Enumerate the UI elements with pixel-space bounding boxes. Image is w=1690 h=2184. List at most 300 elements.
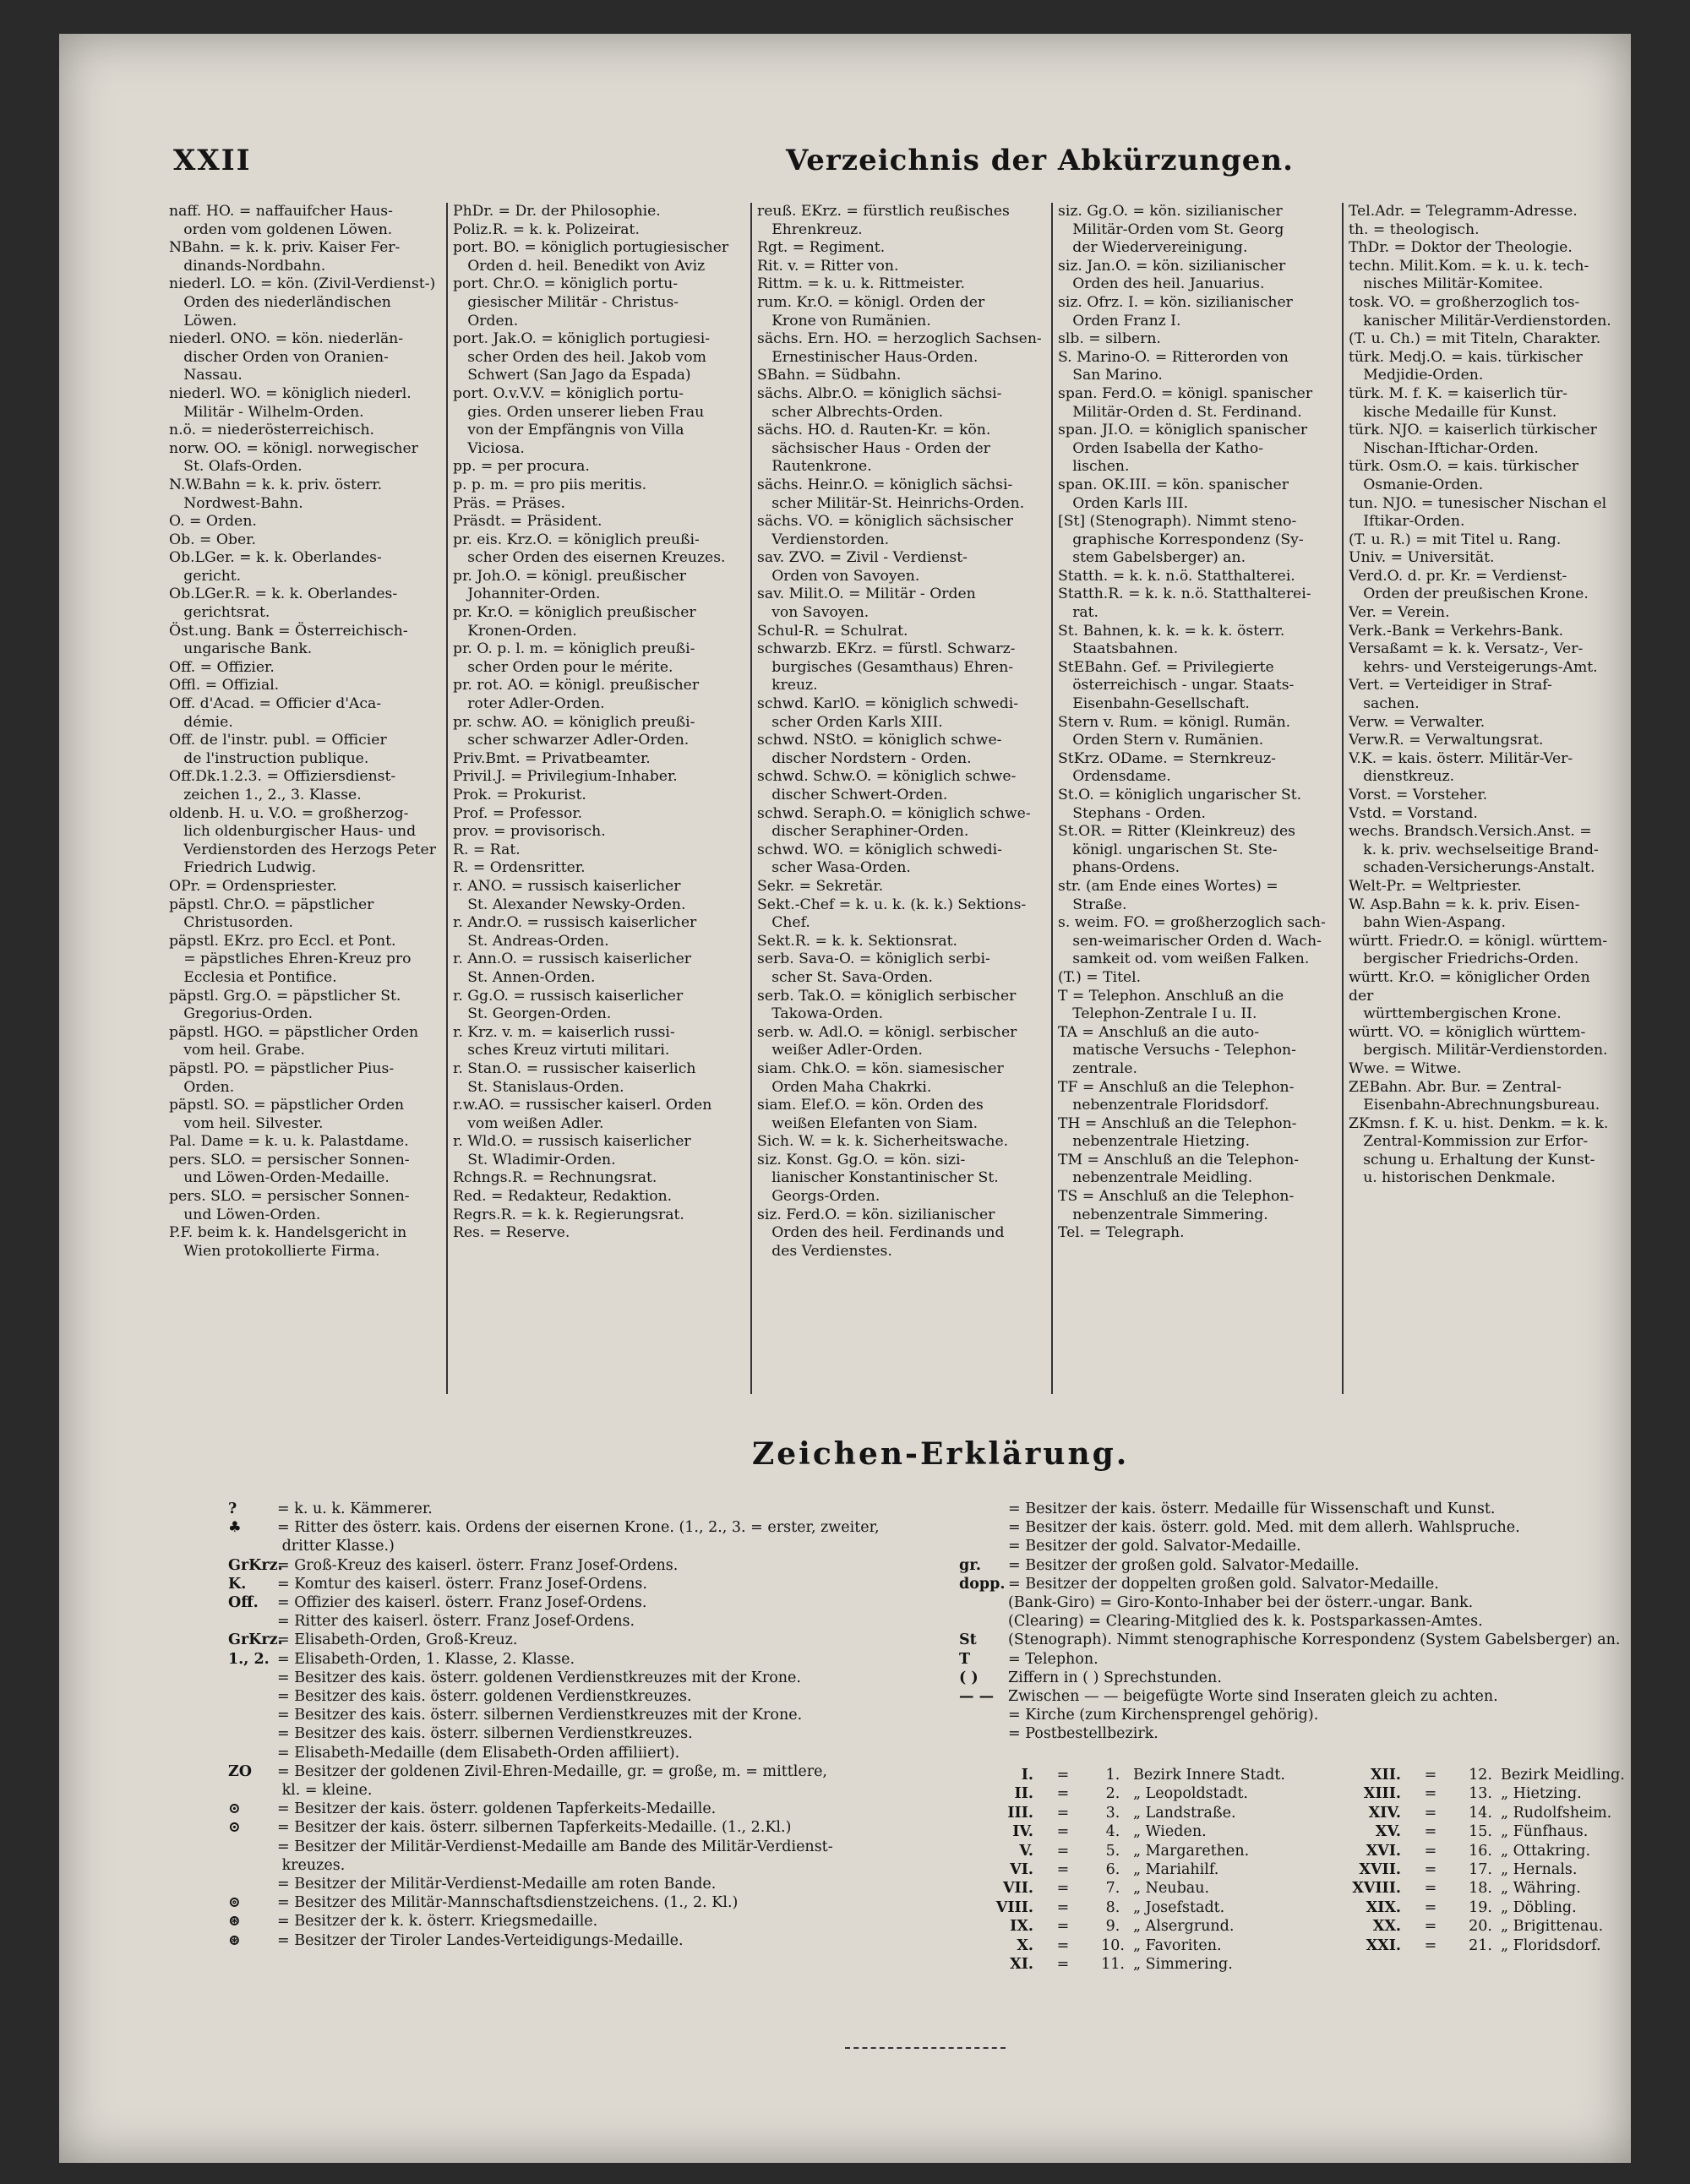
abbreviation-line: Chef. — [757, 914, 810, 932]
district-roman-numeral: XII. — [1370, 1767, 1401, 1784]
district-row — [1335, 1784, 1625, 1803]
abbreviation-line: scher Albrechts-Orden. — [757, 403, 944, 421]
abbreviation-line: tun. NJO. = tunesischer Nischan el — [1349, 494, 1607, 512]
district-dash: = — [1424, 1767, 1437, 1784]
legend-item — [959, 1669, 1631, 1687]
district-name: „ Mariahilf. — [1133, 1861, 1219, 1879]
abbreviation-line: St. Stanislaus-Orden. — [453, 1078, 624, 1096]
abbreviation-line: (T. u. R.) = mit Titel u. Rang. — [1349, 531, 1562, 548]
district-name: „ Ottakring. — [1501, 1842, 1591, 1860]
abbreviation-line: Red. = Redakteur, Redaktion. — [453, 1188, 673, 1206]
abbreviation-line: türk. Osm.O. = kais. türkischer — [1349, 458, 1578, 476]
district-row — [968, 1898, 1285, 1917]
legend-item — [228, 1912, 955, 1931]
legend-item — [959, 1593, 1631, 1612]
legend-text: = Besitzer der großen gold. Salvator-Medaille. — [1008, 1556, 1360, 1574]
abbreviation-line: Schwert (San Jago da Espada) — [453, 367, 691, 384]
abbreviation-line: wechs. Brandsch.Versich.Anst. = — [1349, 823, 1592, 841]
abbreviation-line: Verw. = Verwalter. — [1349, 713, 1486, 731]
abbreviation-line: Rchngs.R. = Rechnungsrat. — [453, 1169, 657, 1187]
district-row — [1335, 1766, 1625, 1784]
footer-rule — [845, 2047, 1006, 2049]
district-dash: = — [1056, 1956, 1070, 1974]
abbreviation-line: reuß. EKrz. = fürstlich reußisches — [757, 203, 1010, 220]
legend-item — [959, 1575, 1631, 1593]
abbreviation-line: pr. rot. AO. = königl. preußischer — [453, 677, 700, 694]
abbreviation-line: Krone von Rumänien. — [757, 312, 931, 330]
abbreviation-line: r. Wld.O. = russisch kaiserlicher — [453, 1133, 691, 1151]
abbreviation-line: pr. eis. Krz.O. = königlich preußi- — [453, 531, 700, 548]
legend-item — [228, 1838, 955, 1856]
legend-item — [228, 1687, 955, 1706]
district-dash: = — [1056, 1861, 1070, 1879]
abbreviation-line: lischen. — [1058, 458, 1130, 476]
abbreviation-line: scher Wasa-Orden. — [757, 859, 911, 877]
abbreviation-line: schwd. Schw.O. = königlich schwe- — [757, 768, 1017, 786]
abbreviation-line: Staatsbahnen. — [1058, 640, 1179, 658]
abbreviation-line: St. Wladimir-Orden. — [453, 1151, 616, 1168]
abbreviation-line: weißer Adler-Orden. — [757, 1042, 924, 1059]
legend-item — [959, 1724, 1631, 1743]
legend-item — [228, 1537, 955, 1555]
district-row — [968, 1804, 1285, 1822]
abbreviation-line: päpstl. EKrz. pro Eccl. et Pont. — [169, 932, 396, 950]
abbreviation-line: sav. ZVO. = Zivil - Verdienst- — [757, 549, 968, 567]
page-number: XXII — [173, 144, 252, 177]
district-number: 11. — [1101, 1956, 1125, 1974]
legend-symbol: T — [959, 1650, 971, 1668]
abbreviation-line: ungarische Bank. — [169, 640, 313, 658]
district-dash: = — [1056, 1898, 1070, 1916]
abbreviation-line: scher Orden pour le mérite. — [453, 658, 673, 676]
abbreviation-line: Versaßamt = k. k. Versatz-, Ver- — [1349, 640, 1584, 658]
abbreviation-line: rum. Kr.O. = königl. Orden der — [757, 293, 985, 311]
abbreviation-line: Kronen-Orden. — [453, 622, 577, 640]
abbreviation-line: württembergischen Krone. — [1349, 1005, 1562, 1023]
abbreviation-line: türk. Medj.O. = kais. türkischer — [1349, 348, 1583, 366]
abbreviation-line: tosk. VO. = großherzoglich tos- — [1349, 293, 1580, 311]
abbreviation-line: niederl. WO. = königlich niederl. — [169, 384, 412, 402]
legend-text: = Telephon. — [1008, 1650, 1098, 1668]
abbreviation-line: V.K. = kais. österr. Militär-Ver- — [1349, 749, 1573, 767]
abbreviation-line: Stephans - Orden. — [1058, 804, 1206, 822]
legend-text: = Besitzer der kais. österr. goldenen Tapferkeits-Medaille. — [277, 1800, 717, 1818]
legend-text: = Offizier des kaiserl. österr. Franz Josef-Ordens. — [277, 1594, 647, 1612]
abbreviation-line: sächs. Albr.O. = königlich sächsi- — [757, 384, 1002, 402]
abbreviation-line: Poliz.R. = k. k. Polizeirat. — [453, 221, 640, 238]
legend-symbol: gr. — [959, 1556, 981, 1574]
abbreviation-line: r. Krz. v. m. = kaiserlich russi- — [453, 1023, 675, 1041]
abbreviation-line: St. Georgen-Orden. — [453, 1005, 612, 1023]
abbreviation-line: kehrs- und Versteigerungs-Amt. — [1349, 658, 1598, 676]
abbreviation-line: Öst.ung. Bank = Österreichisch- — [169, 622, 408, 640]
district-dash: = — [1424, 1785, 1437, 1803]
abbreviation-line: päpstl. Grg.O. = päpstlicher St. — [169, 987, 401, 1005]
abbreviation-line: Orden. — [169, 1078, 235, 1096]
book-page — [59, 34, 1631, 2163]
legend-item — [959, 1687, 1631, 1706]
abbreviation-line: niederl. ONO. = kön. niederlän- — [169, 330, 404, 348]
abbreviation-line: prov. = provisorisch. — [453, 823, 606, 841]
legend-item — [228, 1818, 955, 1837]
district-name: „ Floridsdorf. — [1501, 1936, 1601, 1954]
abbreviation-line: Orden des heil. Januarius. — [1058, 275, 1265, 293]
abbreviation-line: Militär - Wilhelm-Orden. — [169, 403, 364, 421]
abbreviation-line: r. ANO. = russisch kaiserlicher — [453, 877, 681, 895]
district-roman-numeral: XI. — [1010, 1956, 1033, 1974]
abbreviation-line: Orden der preußischen Krone. — [1349, 585, 1589, 603]
legend-text: = Elisabeth-Orden, 1. Klasse, 2. Klasse. — [277, 1650, 575, 1668]
legend-item — [228, 1800, 955, 1818]
abbreviation-line: naff. HO. = naffauifcher Haus- — [169, 203, 393, 220]
abbreviation-line: Eisenbahn-Abrechnungsbureau. — [1349, 1097, 1600, 1114]
abbreviation-line: burgisches (Gesamthaus) Ehren- — [757, 658, 1014, 676]
abbreviation-line: N.W.Bahn = k. k. priv. österr. — [169, 476, 383, 493]
district-dash: = — [1424, 1861, 1437, 1879]
district-row — [968, 1842, 1285, 1860]
legend-text: = Postbestellbezirk. — [1008, 1725, 1158, 1743]
abbreviation-line: siz. Konst. Gg.O. = kön. sizi- — [757, 1151, 966, 1168]
district-dash: = — [1056, 1918, 1070, 1936]
abbreviation-line: vom heil. Silvester. — [169, 1114, 324, 1132]
legend-text: (Bank-Giro) = Giro-Konto-Inhaber bei der österr.-ungar. Bank. — [1008, 1594, 1474, 1612]
abbreviation-line: schung u. Erhaltung der Kunst- — [1349, 1151, 1595, 1168]
abbreviation-line: St. Alexander Newsky-Orden. — [453, 896, 686, 913]
abbreviation-line: schwd. NStO. = königlich schwe- — [757, 732, 1002, 749]
abbreviation-line: nisches Militär-Komitee. — [1349, 275, 1544, 293]
abbreviation-line: pr. Joh.O. = königl. preußischer — [453, 567, 686, 585]
abbreviation-line: Präs. = Präses. — [453, 494, 565, 512]
legend-symbol: ( ) — [959, 1669, 979, 1686]
abbreviation-line: württ. Kr.O. = königlicher Orden der — [1349, 968, 1590, 1005]
district-name: Bezirk Innere Stadt. — [1133, 1767, 1285, 1784]
legend-symbol: ? — [228, 1500, 237, 1517]
district-name: „ Brigittenau. — [1501, 1918, 1604, 1936]
legend-item — [228, 1781, 955, 1800]
district-name: „ Wieden. — [1133, 1823, 1207, 1841]
district-list-left — [968, 1766, 1285, 1974]
district-roman-numeral: XIV. — [1368, 1804, 1401, 1822]
legend-item — [228, 1744, 955, 1762]
abbreviation-line: r. Gg.O. = russisch kaiserlicher — [453, 987, 684, 1005]
district-dash: = — [1424, 1898, 1437, 1916]
abbreviation-line: Orden von Savoyen. — [757, 567, 920, 585]
district-roman-numeral: XX. — [1372, 1918, 1401, 1936]
abbreviation-line: Verk.-Bank = Verkehrs-Bank. — [1349, 622, 1564, 640]
abbreviation-line: türk. NJO. = kaiserlich türkischer — [1349, 422, 1597, 439]
legend-text: = Besitzer der doppelten großen gold. Salvator-Medaille. — [1008, 1575, 1439, 1593]
district-roman-numeral: I. — [1021, 1767, 1033, 1784]
legend-item — [228, 1500, 955, 1518]
legend-item — [959, 1518, 1631, 1537]
abbreviation-line: päpstl. Chr.O. = päpstlicher — [169, 896, 374, 913]
legend-text: kl. = kleine. — [277, 1782, 373, 1800]
abbreviation-line: des Verdienstes. — [757, 1242, 892, 1260]
abbreviation-line: k. k. priv. wechselseitige Brand- — [1349, 841, 1599, 858]
abbreviation-line: SBahn. = Südbahn. — [757, 367, 902, 384]
district-row — [968, 1955, 1285, 1974]
legend-text: Ziffern in ( ) Sprechstunden. — [1008, 1669, 1222, 1686]
district-roman-numeral: II. — [1014, 1785, 1033, 1803]
district-dash: = — [1424, 1936, 1437, 1954]
abbreviation-line: Ecclesia et Pontifice. — [169, 968, 337, 986]
legend-item — [959, 1650, 1631, 1669]
abbreviation-line: Verdienstorden des Herzogs Peter — [169, 841, 436, 858]
abbreviation-line: gies. Orden unserer lieben Frau — [453, 403, 705, 421]
abbreviation-line: Orden des heil. Ferdinands und — [757, 1224, 1005, 1242]
district-name: „ Neubau. — [1133, 1880, 1210, 1898]
legend-symbol: ZO — [228, 1762, 253, 1780]
abbreviation-line: span. JI.O. = königlich spanischer — [1058, 422, 1308, 439]
abbreviation-line: port. BO. = königlich portugiesischer — [453, 239, 729, 257]
abbreviation-line: St. Andreas-Orden. — [453, 932, 609, 950]
abbreviation-line: ZEBahn. Abr. Bur. = Zentral- — [1349, 1078, 1562, 1096]
abbreviation-line: techn. Milit.Kom. = k. u. k. tech- — [1349, 257, 1589, 275]
district-number: 2. — [1105, 1785, 1120, 1803]
abbreviation-line: Priv.Bmt. = Privatbeamter. — [453, 749, 651, 767]
abbreviation-line: Offl. = Offizial. — [169, 677, 280, 694]
abbreviation-line: r. Stan.O. = russischer kaiserlich — [453, 1059, 696, 1077]
abbreviation-line: bergischer Friedrichs-Orden. — [1349, 950, 1579, 968]
legend-text: (Clearing) = Clearing-Mitglied des k. k. Postsparkassen-Amtes. — [1008, 1613, 1483, 1631]
legend-text: = Besitzer des kais. österr. goldenen Verdienstkreuzes. — [277, 1688, 692, 1706]
abbreviation-line: sachen. — [1349, 695, 1420, 713]
abbreviation-line: serb. w. Adl.O. = königl. serbischer — [757, 1023, 1017, 1041]
district-name: „ Favoriten. — [1133, 1936, 1222, 1954]
district-number: 10. — [1101, 1936, 1125, 1954]
abbreviation-line: lianischer Konstantinischer St. — [757, 1169, 999, 1187]
legend-symbol: ♣ — [228, 1519, 242, 1537]
legend-text: = Elisabeth-Orden, Groß-Kreuz. — [277, 1631, 518, 1649]
district-number: 20. — [1469, 1918, 1492, 1936]
abbreviation-line: nebenzentrale Meidling. — [1058, 1169, 1253, 1187]
abbreviation-line: württ. Friedr.O. = königl. württem- — [1349, 932, 1608, 950]
abbreviation-line: r. Andr.O. = russisch kaiserlicher — [453, 914, 697, 932]
abbreviation-line: St. Olafs-Orden. — [169, 458, 303, 476]
abbreviation-line: pers. SLO. = persischer Sonnen- — [169, 1151, 410, 1168]
abbreviation-line: schwd. Seraph.O. = königlich schwe- — [757, 804, 1031, 822]
district-row — [1335, 1842, 1625, 1860]
abbreviation-line: kische Medaille für Kunst. — [1349, 403, 1557, 421]
abbreviation-line: vom weißen Adler. — [453, 1114, 604, 1132]
abbreviation-line: königl. ungarischen St. Ste- — [1058, 841, 1278, 858]
legend-symbol: K. — [228, 1575, 247, 1593]
abbreviation-line: Statth. = k. k. n.ö. Statthalterei. — [1058, 567, 1295, 585]
district-roman-numeral: III. — [1007, 1804, 1033, 1822]
abbreviation-line: norw. OO. = königl. norwegischer — [169, 439, 418, 457]
legend-text: = Besitzer des Militär-Mannschaftsdienstzeichens. (1., 2. Kl.) — [277, 1894, 739, 1912]
abbreviation-line: (T.) = Titel. — [1058, 968, 1142, 986]
abbreviation-line: schwd. WO. = königlich schwedi- — [757, 841, 1002, 858]
legend-text: = Besitzer der goldenen Zivil-Ehren-Medaille, gr. = große, m. = mittlere, — [277, 1762, 827, 1780]
abbreviation-line: Rittm. = k. u. k. Rittmeister. — [757, 275, 965, 293]
abbreviation-line: P.F. beim k. k. Handelsgericht in — [169, 1224, 407, 1242]
abbreviation-line: roter Adler-Orden. — [453, 695, 605, 713]
abbreviation-column-4 — [1058, 203, 1344, 1394]
legend-right — [959, 1500, 1631, 1744]
legend-item — [959, 1556, 1631, 1575]
abbreviation-line: scher Orden des heil. Jakob vom — [453, 348, 706, 366]
abbreviation-line: Straße. — [1058, 896, 1127, 913]
abbreviation-line: schwarzb. EKrz. = fürstl. Schwarz- — [757, 640, 1016, 658]
page-title: Verzeichnis der Abkürzungen. — [786, 144, 1294, 177]
legend-text: = Besitzer der kais. österr. gold. Med. mit dem allerh. Wahlspruche. — [1008, 1519, 1520, 1537]
abbreviation-column-3 — [757, 203, 1053, 1394]
abbreviation-line: O. = Orden. — [169, 513, 257, 531]
abbreviation-line: PhDr. = Dr. der Philosophie. — [453, 203, 661, 220]
district-number: 4. — [1105, 1823, 1120, 1841]
abbreviation-line: sächs. Heinr.O. = königlich sächsi- — [757, 476, 1013, 493]
abbreviation-line: Ordensdame. — [1058, 768, 1171, 786]
abbreviation-line: österreichisch - ungar. Staats- — [1058, 677, 1295, 694]
district-number: 1. — [1105, 1767, 1120, 1784]
legend-text: = Besitzer des kais. österr. goldenen Verdienstkreuzes mit der Krone. — [277, 1669, 801, 1686]
legend-text: Zwischen — — beigefügte Worte sind Inseraten gleich zu achten. — [1008, 1688, 1498, 1706]
abbreviation-line: Orden Isabella der Katho- — [1058, 439, 1264, 457]
legend-symbol: ⊛ — [228, 1913, 241, 1931]
legend-text: = Besitzer der kais. österr. Medaille für Wissenschaft und Kunst. — [1008, 1500, 1496, 1517]
district-roman-numeral: XVI. — [1366, 1842, 1401, 1860]
abbreviation-line: Christusorden. — [169, 914, 294, 932]
abbreviation-line: Stern v. Rum. = königl. Rumän. — [1058, 713, 1291, 731]
abbreviation-line: nebenzentrale Floridsdorf. — [1058, 1097, 1269, 1114]
district-dash: = — [1056, 1785, 1070, 1803]
legend-text: = Ritter des kaiserl. österr. Franz Josef-Ordens. — [277, 1613, 635, 1631]
legend-item — [959, 1706, 1631, 1724]
abbreviation-line: pers. SLO. = persischer Sonnen- — [169, 1188, 410, 1206]
district-number: 17. — [1469, 1861, 1492, 1879]
abbreviation-line: gerichtsrat. — [169, 604, 270, 622]
abbreviation-line: Sekt.-Chef = k. u. k. (k. k.) Sektions- — [757, 896, 1027, 913]
district-number: 5. — [1105, 1842, 1120, 1860]
abbreviation-line: Sekt.R. = k. k. Sektionsrat. — [757, 932, 957, 950]
abbreviation-line: Rgt. = Regiment. — [757, 239, 886, 257]
abbreviation-line: TF = Anschluß an die Telephon- — [1058, 1078, 1295, 1096]
abbreviation-line: de l'instruction publique. — [169, 749, 369, 767]
district-number: 3. — [1105, 1804, 1120, 1822]
abbreviation-line: ThDr. = Doktor der Theologie. — [1349, 239, 1573, 257]
legend-item — [228, 1931, 955, 1950]
abbreviation-line: matische Versuchs - Telephon- — [1058, 1042, 1296, 1059]
abbreviation-line: ZKmsn. f. K. u. hist. Denkm. = k. k. — [1349, 1114, 1609, 1132]
abbreviation-line: sächs. VO. = königlich sächsischer — [757, 513, 1013, 531]
abbreviation-line: San Marino. — [1058, 367, 1163, 384]
legend-text: dritter Klasse.) — [277, 1538, 395, 1555]
abbreviation-line: weißen Elefanten von Siam. — [757, 1114, 979, 1132]
legend-item — [228, 1856, 955, 1875]
abbreviation-line: Pal. Dame = k. u. k. Palastdame. — [169, 1133, 409, 1151]
district-name: „ Fünfhaus. — [1501, 1823, 1589, 1841]
abbreviation-line: R. = Ordensritter. — [453, 859, 586, 877]
abbreviation-line: Präsdt. = Präsident. — [453, 513, 602, 531]
abbreviation-line: Orden Karls III. — [1058, 494, 1189, 512]
abbreviation-line: discher Orden von Oranien- — [169, 348, 389, 366]
district-row — [1335, 1879, 1625, 1898]
abbreviation-line: pr. schw. AO. = königlich preußi- — [453, 713, 695, 731]
abbreviation-line: St. Annen-Orden. — [453, 968, 596, 986]
legend-text: = Besitzer der k. k. österr. Kriegsmedaille. — [277, 1913, 598, 1931]
district-row — [968, 1822, 1285, 1841]
abbreviation-line: Rit. v. = Ritter von. — [757, 257, 899, 275]
district-roman-numeral: XVII. — [1359, 1861, 1401, 1879]
legend-symbol: ⊙ — [228, 1819, 241, 1837]
legend-left — [228, 1500, 955, 1950]
abbreviation-line: Nordwest-Bahn. — [169, 494, 303, 512]
legend-item — [228, 1556, 955, 1575]
legend-symbol: GrKrz. — [228, 1556, 283, 1574]
district-number: 9. — [1105, 1918, 1120, 1936]
abbreviation-line: Wien protokollierte Firma. — [169, 1242, 380, 1260]
legend-text: = Besitzer der kais. österr. silbernen Tapferkeits-Medaille. (1., 2.Kl.) — [277, 1819, 792, 1837]
abbreviation-line: von Savoyen. — [757, 604, 870, 622]
district-name: „ Landstraße. — [1133, 1804, 1236, 1822]
district-name: „ Rudolfsheim. — [1501, 1804, 1612, 1822]
abbreviation-line: Ernestinischer Haus-Orden. — [757, 348, 979, 366]
legend-symbol: St — [959, 1631, 977, 1649]
abbreviation-line: pp. = per procura. — [453, 458, 590, 476]
abbreviation-line: pr. O. p. l. m. = königlich preußi- — [453, 640, 695, 658]
legend-symbol: GrKrz. — [228, 1631, 283, 1649]
abbreviation-line: nebenzentrale Simmering. — [1058, 1206, 1268, 1223]
abbreviation-line: siz. Ofrz. I. = kön. sizilianischer — [1058, 293, 1293, 311]
legend-item — [228, 1893, 955, 1912]
district-number: 14. — [1469, 1804, 1492, 1822]
abbreviation-line: Ehrenkreuz. — [757, 221, 863, 238]
abbreviation-line: zeichen 1., 2., 3. Klasse. — [169, 787, 362, 803]
legend-symbol: ⊚ — [228, 1894, 241, 1912]
abbreviation-line: nebenzentrale Hietzing. — [1058, 1133, 1251, 1151]
abbreviation-line: schaden-Versicherungs-Anstalt. — [1349, 859, 1595, 877]
district-dash: = — [1424, 1804, 1437, 1822]
abbreviation-line: der Wiedervereinigung. — [1058, 239, 1248, 257]
abbreviation-line: päpstl. HGO. = päpstlicher Orden — [169, 1023, 419, 1041]
district-roman-numeral: XV. — [1375, 1823, 1401, 1841]
district-number: 18. — [1469, 1880, 1492, 1898]
abbreviation-line: Verw.R. = Verwaltungsrat. — [1349, 732, 1544, 749]
legend-item — [228, 1875, 955, 1893]
abbreviation-line: von der Empfängnis von Villa — [453, 422, 684, 439]
abbreviation-line: orden vom goldenen Löwen. — [169, 221, 393, 238]
abbreviation-line: Off. de l'instr. publ. = Officier — [169, 732, 387, 749]
legend-text: = Elisabeth-Medaille (dem Elisabeth-Orden affiliiert). — [277, 1744, 680, 1762]
abbreviation-line: vom heil. Grabe. — [169, 1042, 305, 1059]
abbreviation-line: port. Jak.O. = königlich portugiesi- — [453, 330, 711, 348]
district-roman-numeral: IX. — [1010, 1918, 1033, 1936]
abbreviation-column-2 — [453, 203, 752, 1394]
abbreviation-line: Georgs-Orden. — [757, 1188, 880, 1206]
district-list-right — [1335, 1766, 1625, 1955]
abbreviation-line: scher schwarzer Adler-Orden. — [453, 732, 690, 749]
legend-item — [228, 1669, 955, 1687]
abbreviation-line: St. Bahnen, k. k. = k. k. österr. — [1058, 622, 1285, 640]
abbreviation-line: Löwen. — [169, 312, 237, 330]
district-number: 19. — [1469, 1898, 1492, 1916]
abbreviation-line: dienstkreuz. — [1349, 768, 1455, 786]
abbreviation-line: port. O.v.V.V. = königlich portu- — [453, 384, 684, 402]
abbreviation-line: str. (am Ende eines Wortes) = — [1058, 877, 1278, 895]
abbreviation-line: Ob.LGer.R. = k. k. Oberlandes- — [169, 585, 398, 603]
district-row — [1335, 1804, 1625, 1822]
district-dash: = — [1056, 1842, 1070, 1860]
abbreviation-line: gericht. — [169, 567, 242, 585]
district-number: 16. — [1469, 1842, 1492, 1860]
abbreviation-line: bahn Wien-Aspang. — [1349, 914, 1506, 932]
district-dash: = — [1056, 1880, 1070, 1898]
abbreviation-line: graphische Korrespondenz (Sy- — [1058, 531, 1304, 548]
abbreviation-line: Medjidie-Orden. — [1349, 367, 1484, 384]
abbreviation-line: R. = Rat. — [453, 841, 521, 858]
abbreviation-line: Verdienstorden. — [757, 531, 890, 548]
